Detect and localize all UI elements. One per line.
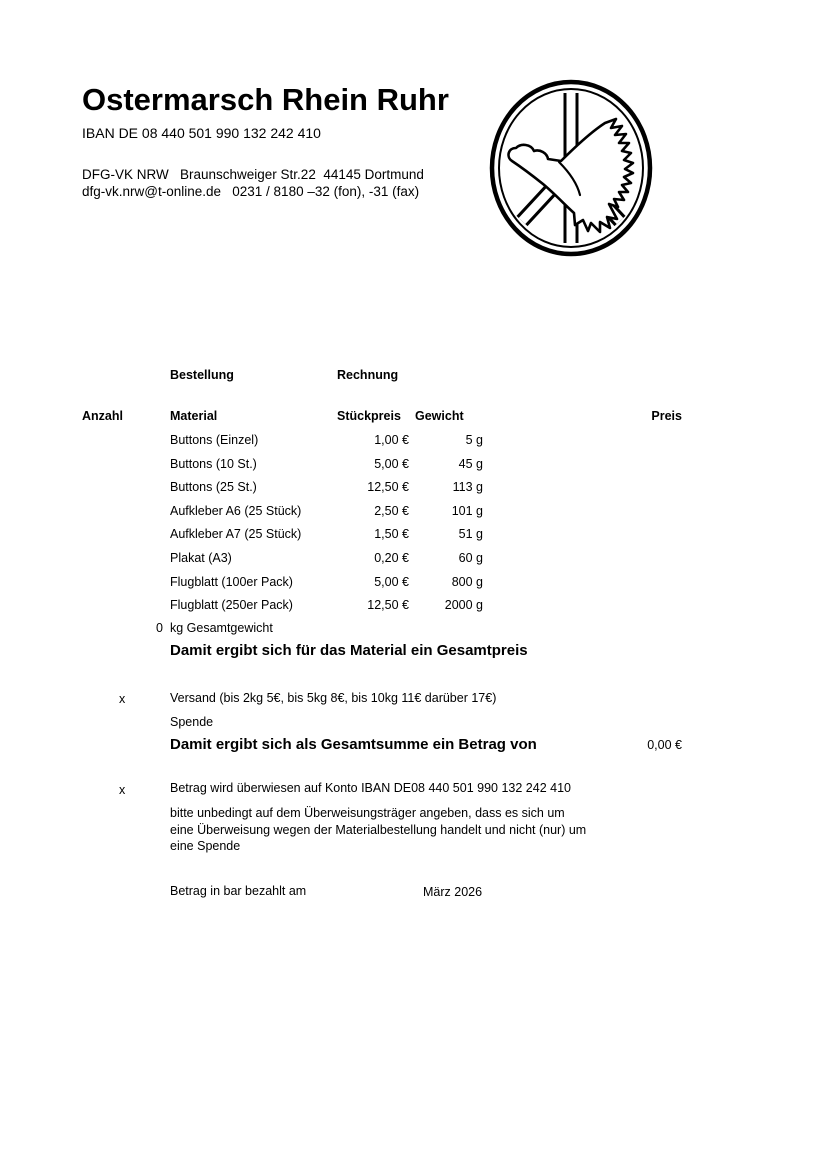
grand-total-statement: Damit ergibt sich als Gesamtsumme ein Betrag von — [170, 736, 537, 753]
table-row — [0, 504, 826, 528]
peace-dove-logo — [485, 75, 657, 262]
column-header-anzahl: Anzahl — [82, 409, 123, 423]
transfer-note-line-1: bitte unbedingt auf dem Überweisungsträger angeben, dass es sich um — [170, 806, 565, 820]
org-address-line: DFG-VK NRW Braunschweiger Str.22 44145 Dortmund — [82, 167, 424, 182]
grand-total-value: 0,00 € — [647, 738, 682, 752]
table-row — [0, 598, 826, 622]
material-name-cell: Aufkleber A7 (25 Stück) — [170, 527, 302, 542]
weight-cell: 45 g — [458, 456, 483, 471]
table-row — [0, 457, 826, 481]
transfer-note — [170, 805, 586, 855]
material-name-cell: Aufkleber A6 (25 Stück) — [170, 503, 302, 518]
material-name-cell: Flugblatt (100er Pack) — [170, 574, 293, 589]
material-name-cell: Flugblatt (250er Pack) — [170, 598, 293, 613]
table-row — [0, 575, 826, 599]
material-name-cell: Buttons (Einzel) — [170, 433, 259, 447]
table-row — [0, 433, 826, 457]
unit-price-cell: 12,50 € — [367, 480, 409, 495]
table-row — [0, 527, 826, 551]
versand-label: Versand (bis 2kg 5€, bis 5kg 8€, bis 10kg 11€ darüber 17€) — [170, 691, 497, 705]
unit-price-cell: 1,50 € — [374, 527, 409, 542]
weight-cell: 2000 g — [444, 598, 483, 613]
unit-price-cell: 2,50 € — [374, 503, 409, 518]
unit-price-cell: 12,50 € — [367, 598, 409, 613]
section-label-bestellung: Bestellung — [170, 368, 234, 382]
column-header-preis: Preis — [651, 409, 682, 423]
unit-price-cell: 5,00 € — [374, 574, 409, 589]
section-label-rechnung: Rechnung — [337, 368, 399, 382]
column-header-material: Material — [170, 409, 218, 423]
transfer-note-line-3: eine Spende — [170, 839, 241, 854]
org-contact-line: dfg-vk.nrw@t-online.de 0231 / 8180 –32 (fon), -31 (fax) — [82, 184, 420, 199]
iban-line: IBAN DE 08 440 501 990 132 242 410 — [82, 125, 321, 141]
material-name-cell: Buttons (10 St.) — [170, 456, 257, 471]
weight-cell: 113 g — [452, 480, 483, 495]
material-total-statement: Damit ergibt sich für das Material ein Gesamtpreis — [170, 642, 528, 659]
material-table — [0, 433, 826, 622]
column-header-gewicht: Gewicht — [415, 409, 464, 423]
weight-cell: 800 g — [451, 574, 483, 589]
page-title: Ostermarsch Rhein Ruhr — [82, 82, 449, 117]
table-row — [0, 551, 826, 575]
weight-cell: 5 g — [465, 433, 483, 447]
total-weight-value: 0 — [156, 621, 163, 635]
cash-payment-date: März 2026 — [423, 885, 483, 899]
spende-label: Spende — [170, 715, 214, 729]
weight-cell: 60 g — [458, 550, 483, 565]
transfer-check-mark: x — [119, 783, 126, 797]
transfer-note-line-2: eine Überweisung wegen der Materialbestellung handelt und nicht (nur) um — [170, 822, 587, 837]
material-name-cell: Buttons (25 St.) — [170, 480, 257, 495]
transfer-label: Betrag wird überwiesen auf Konto IBAN DE08 440 501 990 132 242 410 — [170, 781, 571, 795]
versand-check-mark: x — [119, 692, 126, 706]
unit-price-cell: 5,00 € — [374, 456, 409, 471]
table-row — [0, 480, 826, 504]
cash-payment-label: Betrag in bar bezahlt am — [170, 884, 307, 898]
weight-cell: 51 g — [458, 527, 483, 542]
total-weight-label: kg Gesamtgewicht — [170, 621, 273, 635]
weight-cell: 101 g — [451, 503, 483, 518]
unit-price-cell: 1,00 € — [374, 433, 409, 447]
unit-price-cell: 0,20 € — [374, 550, 409, 565]
material-name-cell: Plakat (A3) — [170, 550, 232, 565]
column-header-stueckpreis: Stückpreis — [337, 409, 401, 423]
